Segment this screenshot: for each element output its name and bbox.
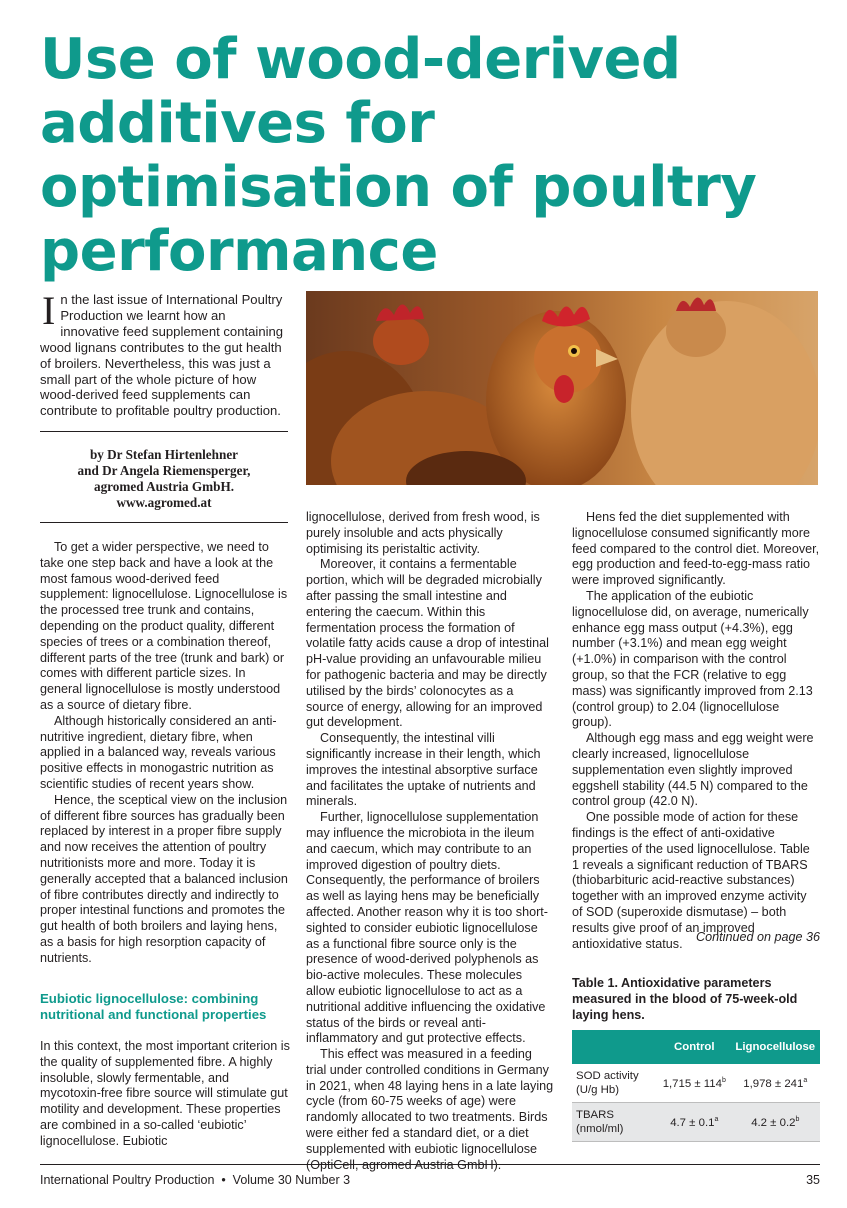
- intro-paragraph: [40, 288, 288, 419]
- table-row-label: SOD activity (U/g Hb): [572, 1064, 658, 1103]
- page-number: 35: [806, 1173, 820, 1187]
- article-title: Use of wood-derived additives for optimisation of poultry performance: [40, 27, 757, 284]
- byline: [40, 447, 288, 511]
- column-1: [40, 540, 290, 967]
- table-cell-control: 4.7 ± 0.1$^a$: [658, 1103, 731, 1142]
- table-header-blank: [572, 1030, 658, 1064]
- page-footer: [40, 1173, 820, 1187]
- col2-paragraph-5: This effect was measured in a feeding trial under controlled conditions in Germany in 2021, when 48 laying hens in a late laying cycle (from 60-75 weeks of age) were randomly allocated to two treatments. Birds were either fed a standard diet, or a diet supplemented with eubiotic lignocellulose (OptiCell, agromed Austria GmbH).: [306, 1047, 554, 1172]
- byline-author-1: by Dr Stefan Hirtenlehner: [89, 447, 239, 462]
- col2-paragraph-3: Consequently, the intestinal villi significantly increase in their length, which improves the intestinal absorptive surface and facilitates the uptake of nutrients and minerals.: [306, 731, 541, 809]
- footer-publication: International Poultry Production • Volume 30 Number 3: [40, 1173, 351, 1187]
- col2-paragraph-4: Further, lignocellulose supplementation may influence the microbiota in the ileum and caecum, which may contribute to an improved digestion of poultry diets. Consequently, the performance of broilers as well as laying hens may be beneficially affected. Another reason why it is too short-sighted to consider eubiotic lignocellulose as a functional fibre source only is the presence of wood-derived polyphenols as bio-active molecules. These molecules allow eubiotic lignocellulose to act as a nutritional additive influencing the oxidative status of the birds or reveal anti-inflammatory and gut protective effects.: [306, 810, 548, 1046]
- byline-divider: [40, 522, 288, 523]
- col1-paragraph-2: Although historically considered an anti-nutritive ingredient, dietary fibre, when applied in a balanced way, reveals various positive effects in monogastric nutrition as scientific studies of recent years show.: [40, 713, 277, 791]
- col1-paragraph-3: Hence, the sceptical view on the inclusion of different fibre sources has gradually been replaced by interest in a proper fibre supply and now receives the attention of poultry nutritionists more and more. Today it is generally accepted that a balanced inclusion of fibre contributes directly and indirectly to proper intestinal functions and promotes the gut health of both broilers and laying hens, as a basis for high resorption capacity of nutrients.: [40, 792, 288, 965]
- byline-company: agromed Austria GmbH.: [93, 479, 235, 495]
- section-subheading: Eubiotic lignocellulose: combining nutritional and functional properties: [40, 991, 267, 1022]
- footer-rule: [40, 1164, 820, 1165]
- table-row: [572, 1103, 820, 1142]
- col1-paragraph-1: To get a wider perspective, we need to take one step back and have a look at the most famous wood-derived feed supplement: lignocellulose. Lignocellulose is the processed tree trunk and contains, depending on the product quality, different species of trees or a combination thereof, different parts of the tree (trunk and bark) or comes with different particle sizes. In general lignocellulose is mostly understood as a source of dietary fibre.: [40, 540, 288, 712]
- drop-cap: I: [42, 288, 56, 333]
- col2-paragraph-1: lignocellulose, derived from fresh wood, is purely insoluble and acts physically optimising its peristaltic activity.: [306, 510, 540, 556]
- table-row-label: TBARS (nmol/ml): [572, 1103, 658, 1142]
- table-cell-lignocellulose: $1,978 \pm 241^a$: [731, 1064, 820, 1103]
- byline-website[interactable]: www.agromed.at: [116, 495, 212, 511]
- table-header-lignocellulose: Lignocellulose: [731, 1030, 820, 1064]
- column-3: [572, 510, 820, 952]
- intro-text: n the last issue of International Poultry Production we learnt how an innovative feed supplement containing wood lignans contributes to the gut health of broilers. Nevertheless, this was just a small part of the whole picture of how wood-derived feed supplements can contribute to profitable poultry production.: [40, 292, 284, 419]
- col3-paragraph-3: Although egg mass and egg weight were clearly increased, lignocellulose supplementation even slightly improved eggshell stability (44.5 N) compared to the control group (42.0 N).: [572, 731, 814, 809]
- table-caption: Table 1. Antioxidative parameters measured in the blood of 75-week-old laying hens.: [572, 976, 798, 1022]
- column-1-continued: [40, 1039, 290, 1150]
- col2-paragraph-2: Moreover, it contains a fermentable portion, which will be degraded microbially after passing the small intestine and entering the caecum. Within this fermentation process the formation of volatile fatty acids cause a drop of intestinal pH-value providing an unfavourable milieu for pathogenic bacteria and may be directly utilised by the birds’ colonocytes as a source of energy, allowing for an improved gut development.: [306, 557, 549, 730]
- col3-paragraph-4: One possible mode of action for these findings is the effect of anti-oxidative properties of the used lignocellulose. Table 1 reveals a significant reduction of TBARS (thiobarbituric acid-reactive substances) together with an improved enzyme activity of SOD (superoxide dismutase) – both results give proof of an improved antioxidative status.: [572, 810, 810, 951]
- byline-author-2: and Dr Angela Riemensperger,: [77, 463, 251, 479]
- col3-paragraph-2: The application of the eubiotic lignocellulose did, on average, numerically enhance egg mass output (+4.3%), egg number (+3.1%) and mean egg weight (+1.0%) in comparison with the control group, so that the FCR (relative to egg mass) was significantly improved from 2.13 (control group) to 2.04 (lignocellulose group).: [572, 588, 813, 730]
- column-2: [306, 510, 554, 1173]
- hens-photo: [306, 291, 818, 485]
- table-cell-control: $1,715 \pm 114^b$: [658, 1064, 731, 1103]
- table-header-control: Control: [658, 1030, 731, 1064]
- table-row: [572, 1064, 820, 1103]
- intro-divider: [40, 431, 288, 432]
- col3-paragraph-1: Hens fed the diet supplemented with lignocellulose consumed significantly more feed compared to the control diet. Moreover, egg production and feed-to-egg-mass ratio were improved significantly.: [572, 510, 820, 588]
- continued-note: Continued on page 36: [696, 930, 820, 944]
- col1-paragraph-4: In this context, the most important criterion is the quality of supplemented fibre. A highly insoluble, slowly fermentable, and mycotoxin-free fibre source will stimulate gut motility and development. These properties are combined in a so-called ‘eubiotic’ lignocellulose. Eubiotic: [40, 1039, 290, 1148]
- table-cell-lignocellulose: 4.2 ± 0.2$^b$: [731, 1103, 820, 1142]
- table-header-row: [572, 1030, 820, 1064]
- antioxidative-table: [572, 1030, 820, 1142]
- hens-illustration: [306, 291, 818, 485]
